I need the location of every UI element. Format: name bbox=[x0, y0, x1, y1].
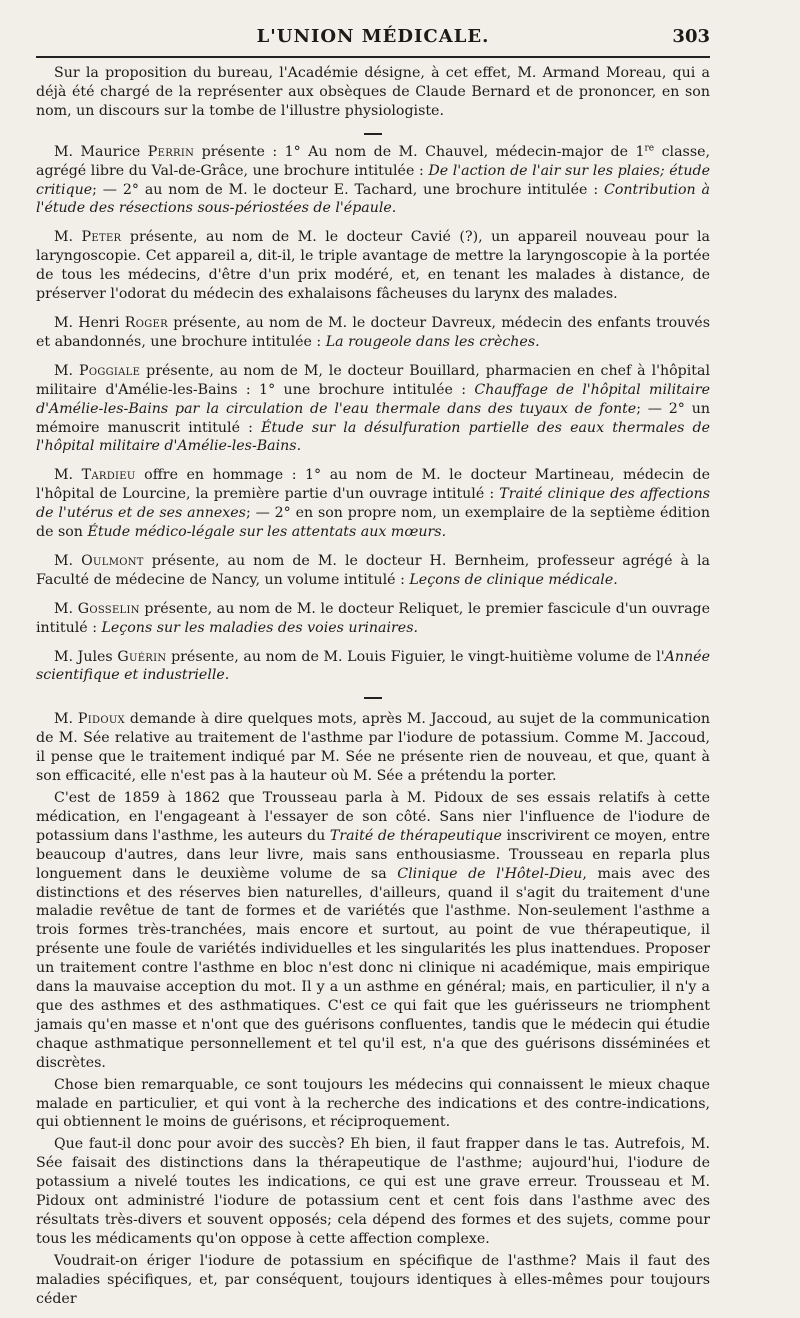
book-title: Étude sur la désulfuration partielle des eaux thermales de l'hôpital militaire d'Amélie-les-Bains. bbox=[36, 419, 711, 455]
paragraph-pidoux: M. Pidoux demande à dire quelques mots, après M. Jaccoud, au sujet de la communication de M. Sée relative au traitement de l'asthme par l'iodure de potassium. Comme M. Jaccoud, il pense que le traitement indiqué par M. Sée ne présente rien de nouveau, et que, quant à son efficacité, elle n'est pas à la hauteur où M. Sée a prétendu la porter. bbox=[36, 711, 711, 785]
book-title: Étude médico-légale sur les attentats aux mœurs. bbox=[87, 524, 447, 541]
page-body bbox=[36, 64, 710, 1308]
book-title: Leçons de clinique médicale. bbox=[409, 571, 618, 588]
book-title: Leçons sur les maladies des voies urinaires. bbox=[101, 619, 418, 636]
book-title: Clinique de l'Hôtel-Dieu bbox=[397, 865, 583, 882]
book-title: Traité clinique des affections de l'utérus et de ses annexes bbox=[36, 486, 710, 522]
paragraph-perrin: M. Maurice Perrin présente : 1° Au nom de M. Chauvel, médecin-major de 1re classe, agrégé libre du Val-de-Grâce, une brochure intitulée : De l'action de l'air sur les plaies; étude critique; — 2° au nom de M. le docteur E. Tachard, une brochure intitulée : Contribution à l'étude des résections sous-périostées de l'épaule. bbox=[36, 142, 711, 217]
page-header bbox=[36, 26, 710, 56]
section-separator bbox=[36, 691, 710, 707]
paragraph-remarkable: Chose bien remarquable, ce sont toujours les médecins qui connaissent le mieux chaque malade en particulier, et qui vont à la recherche des indications et des contre-indications, qui obtiennent le moins de guérisons, et réciproquement. bbox=[36, 1076, 710, 1131]
speaker-name: Pidoux bbox=[77, 711, 125, 728]
paragraph-peter: M. Peter présente, au nom de M. le docteur Cavié (?), un appareil nouveau pour la laryngoscopie. Cet appareil a, dit-il, le triple avantage de mettre la laryngoscopie à la portée de tous les médecins, d'être d'un prix modéré, et, en tenant les malades à distance, de préserver l'odorat du médecin des exhalaisons fâcheuses du larynx des malades. bbox=[36, 229, 710, 303]
book-title: Année scientifique et industrielle. bbox=[36, 648, 710, 684]
book-title: Traité de thérapeutique bbox=[329, 827, 502, 844]
book-title: De l'action de l'air sur les plaies; étude critique bbox=[36, 162, 710, 198]
book-title: Chauffage de l'hôpital militaire d'Amélie-les-Bains par la circulation de l'eau thermale dans des tuyaux de fonte bbox=[36, 381, 710, 417]
book-title: La rougeole dans les crèches. bbox=[325, 333, 540, 350]
paragraph-success: Que faut-il donc pour avoir des succès? Eh bien, il faut frapper dans le tas. Autrefois, M. Sée faisait des distinctions dans la thérapeutique de l'asthme; aujourd'hui, l'iodure de potassium a nivelé toutes les indications, ce qui est une grave erreur. Trousseau et M. Pidoux ont administré l'iodure de potassium cent et cent fois dans l'asthme avec des résultats très-divers et souvent opposés; cela dépend des formes et des sujets, comme pour tous les médicaments qu'on oppose à cette affection complexe. bbox=[36, 1136, 710, 1247]
speaker-name: Oulmont bbox=[81, 552, 144, 569]
speaker-name: Tardieu bbox=[81, 467, 136, 484]
paragraph-academy-designation: Sur la proposition du bureau, l'Académie désigne, à cet effet, M. Armand Moreau, qui a déjà été chargé de la représenter aux obsèques de Claude Bernard et de prononcer, en son nom, un discours sur la tombe de l'illustre physiologiste. bbox=[36, 65, 710, 119]
speaker-name: Poggiale bbox=[78, 362, 141, 379]
paragraph-guerin: M. Jules Guérin présente, au nom de M. Louis Figuier, le vingt-huitième volume de l'Année scientifique et industrielle. bbox=[36, 648, 710, 684]
page-number: 303 bbox=[672, 26, 710, 47]
paragraph-roger: M. Henri Roger présente, au nom de M. le docteur Davreux, médecin des enfants trouvés et abandonnés, une brochure intitulée : La rougeole dans les crèches. bbox=[36, 314, 710, 350]
paragraph-trousseau: C'est de 1859 à 1862 que Trousseau parla à M. Pidoux de ses essais relatifs à cette médication, en l'engageant à l'essayer de son côté. Sans nier l'influence de l'iodure de potassium dans l'asthme, les auteurs du Traité de thérapeutique inscrivirent ce moyen, entre beaucoup d'autres, dans leur livre, mais sans enthousiasme. Trousseau en reparla plus longuement dans le deuxième volume de sa Clinique de l'Hôtel-Dieu, mais avec des distinctions et des réserves bien naturelles, d'ailleurs, quand il s'agit du traitement d'une maladie revêtue de tant de formes et de variétés que l'asthme. Non-seulement l'asthme a trois formes très-tranchées, mais encore et surtout, au point de vue thérapeutique, il présente une foule de variétés individuelles et les singularités les plus inattendues. Proposer un traitement contre l'asthme en bloc n'est donc ni clinique ni académique, mais empirique dans la mauvaise acception du mot. Il y a un asthme en général; mais, en particulier, il n'y a que des asthmes et des asthmatiques. C'est ce qui fait que les guérisseurs ne triomphent jamais qu'en masse et n'ont que des guérisons confluentes, tandis que le médecin qui étudie chaque asthmatique personnellement et tel qu'il est, n'a que des guérisons disséminées et discrètes. bbox=[36, 790, 711, 1071]
speaker-name: Perrin bbox=[147, 143, 195, 160]
paragraph-oulmont: M. Oulmont présente, au nom de M. le docteur H. Bernheim, professeur agrégé à la Faculté de médecine de Nancy, un volume intitulé : Leçons de clinique médicale. bbox=[36, 552, 711, 588]
header-rule bbox=[36, 56, 710, 58]
paragraph-tardieu: M. Tardieu offre en hommage : 1° au nom de M. le docteur Martineau, médecin de l'hôpital de Lourcine, la première partie d'un ouvrage intitulé : Traité clinique des affections de l'utérus et de ses annexes; — 2° en son propre nom, un exemplaire de la septième édition de son Étude médico-légale sur les attentats aux mœurs. bbox=[36, 467, 710, 541]
book-title: Contribution à l'étude des résections sous-périostées de l'épaule. bbox=[36, 181, 710, 217]
speaker-name: Peter bbox=[81, 229, 122, 246]
speaker-name: Gosselin bbox=[77, 600, 140, 617]
section-separator bbox=[36, 127, 710, 143]
paragraph-specific: Voudrait-on ériger l'iodure de potassium en spécifique de l'asthme? Mais il faut des maladies spécifiques, et, par conséquent, toujours identiques à elles-mêmes pour toujours céder bbox=[36, 1252, 710, 1307]
speaker-name: Guérin bbox=[117, 648, 167, 665]
paragraph-poggiale: M. Poggiale présente, au nom de M, le docteur Bouillard, pharmacien en chef à l'hôpital militaire d'Amélie-les-Bains : 1° une brochure intitulée : Chauffage de l'hôpital militaire d'Amélie-les-Bains par la circulation de l'eau thermale dans des tuyaux de fonte; — 2° un mémoire manuscrit intitulé : Étude sur la désulfuration partielle des eaux thermales de l'hôpital militaire d'Amélie-les-Bains. bbox=[36, 362, 711, 455]
running-title: L'UNION MÉDICALE. bbox=[256, 26, 490, 47]
paragraph-gosselin: M. Gosselin présente, au nom de M. le docteur Reliquet, le premier fascicule d'un ouvrage intitulé : Leçons sur les maladies des voies urinaires. bbox=[36, 600, 711, 636]
speaker-name: Roger bbox=[124, 314, 168, 331]
